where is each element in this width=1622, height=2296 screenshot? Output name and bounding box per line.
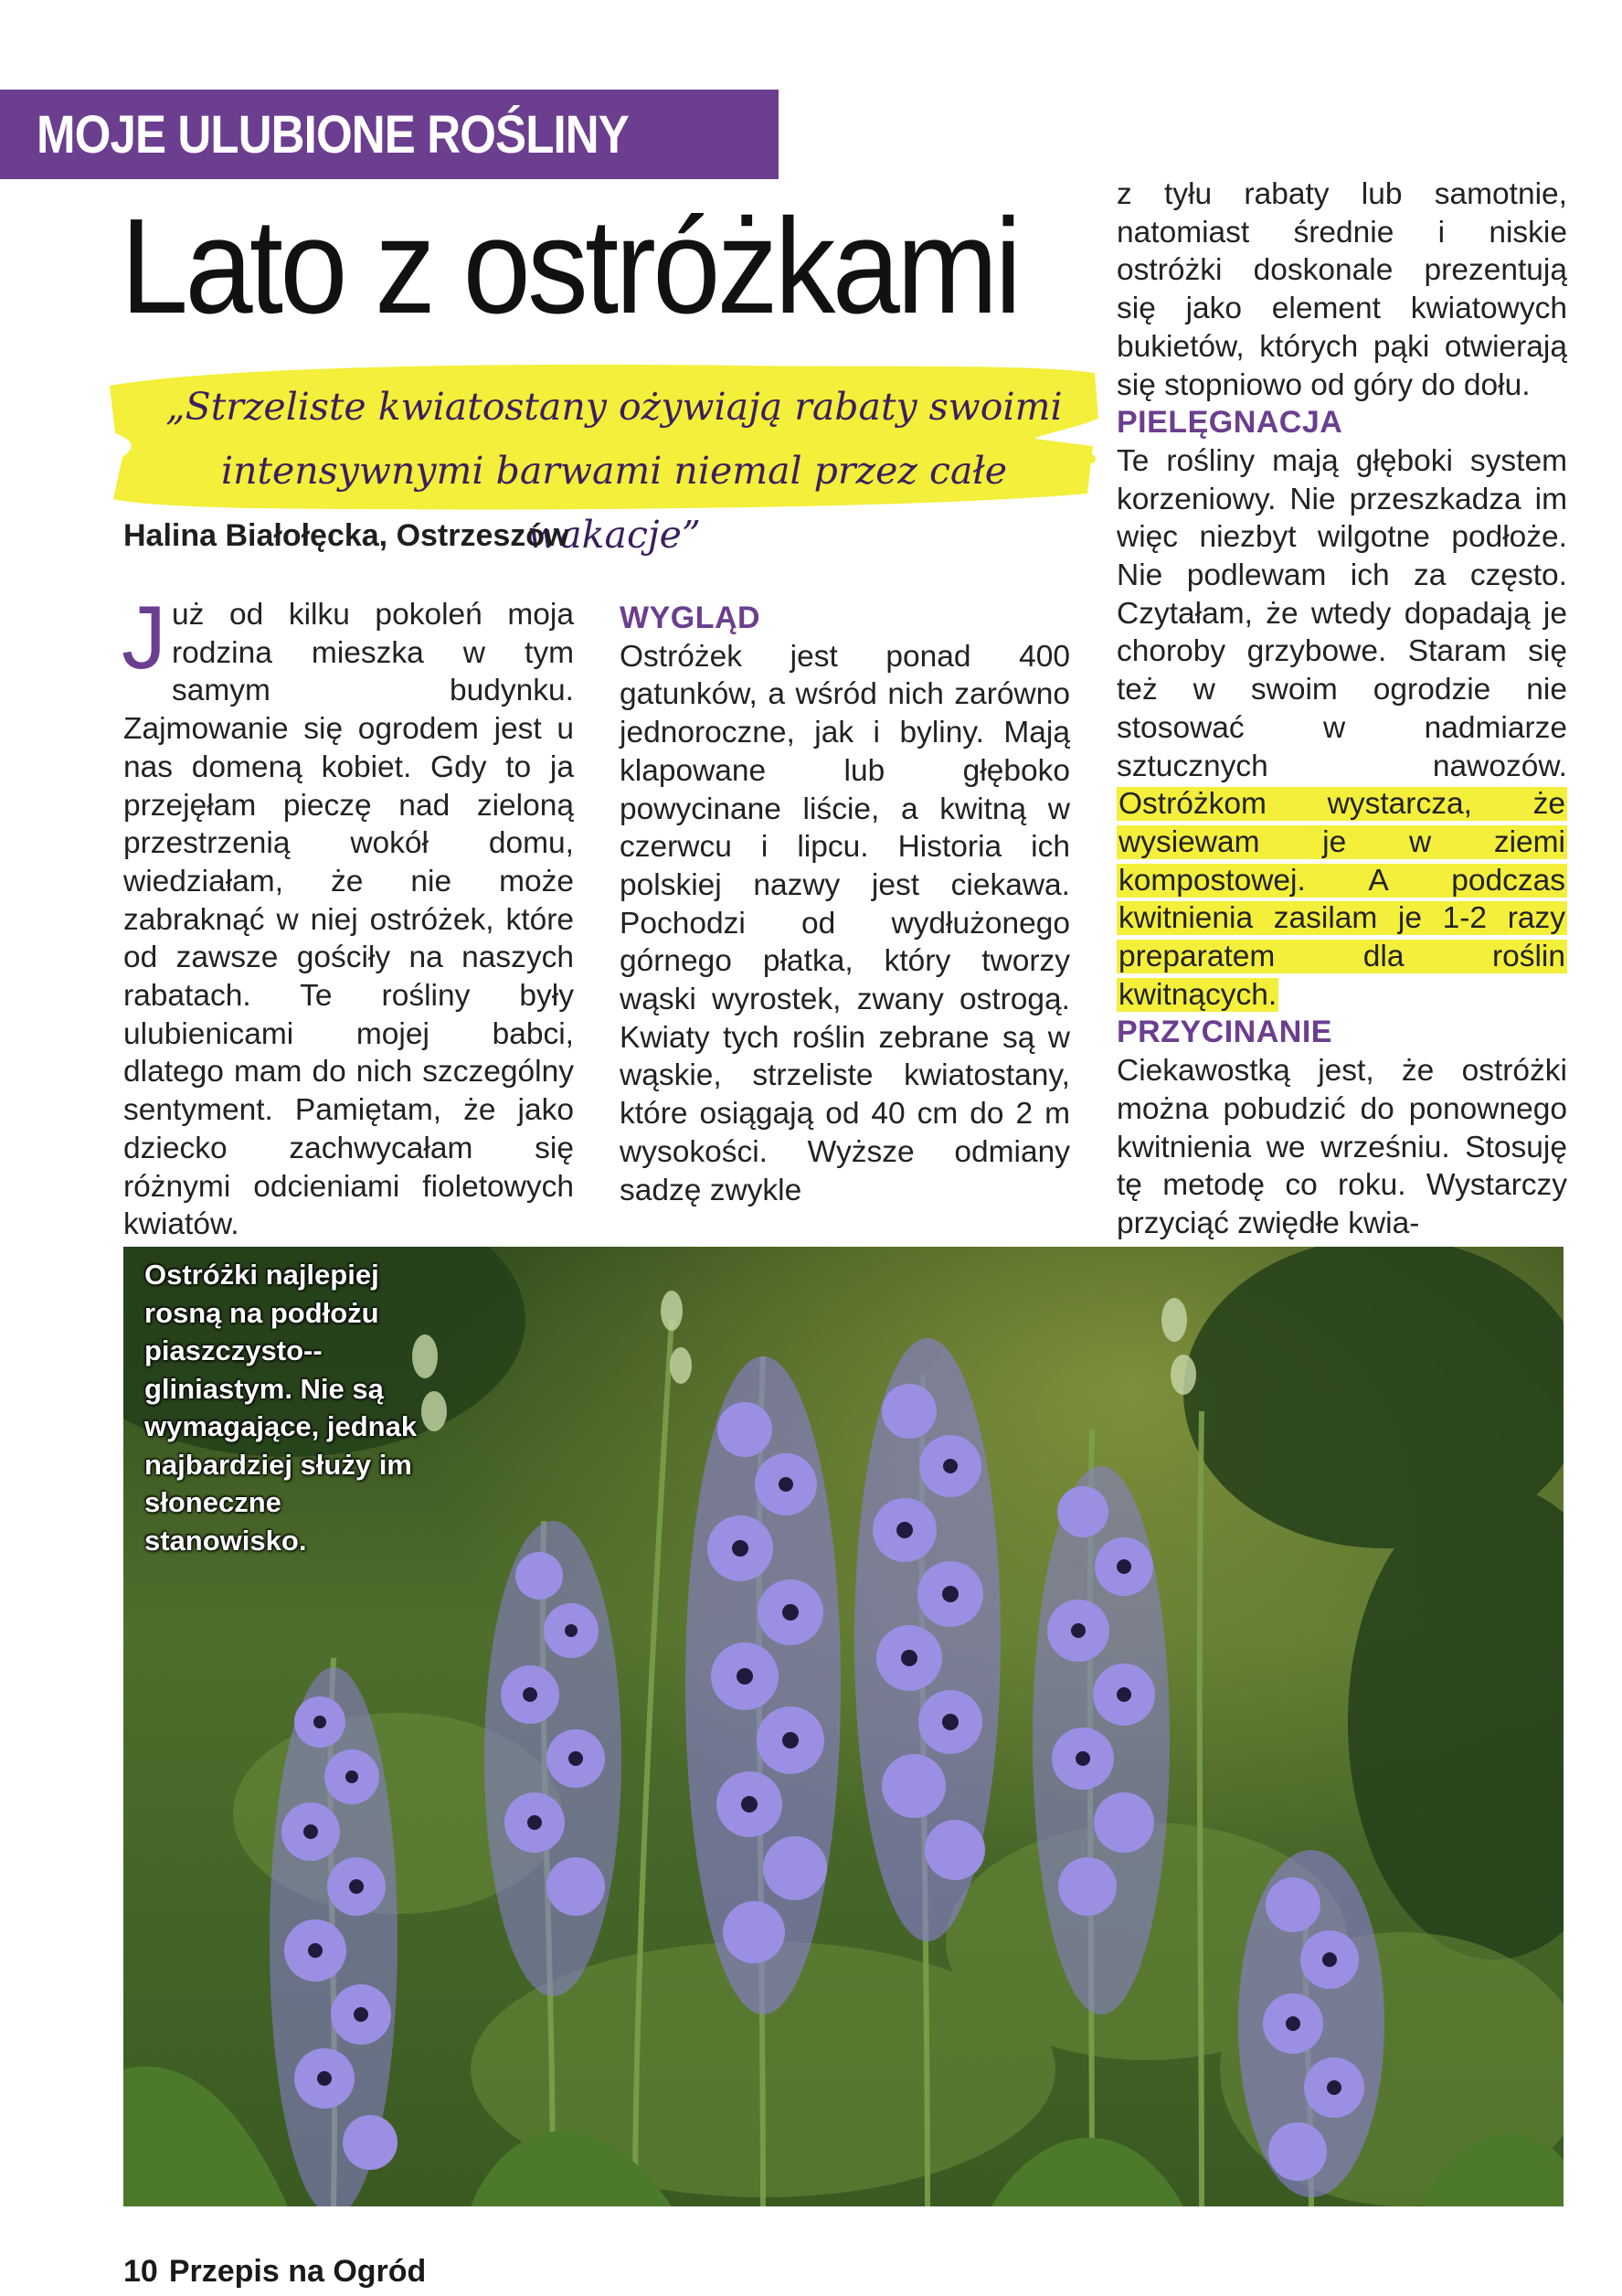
pielegnacja-paragraph bbox=[1117, 442, 1567, 1015]
photo-caption: Ostróżki najlepiej rosną na podłożu piaszczysto--gliniastym. Nie są wymagające, jednak najbardziej służy im słoneczne stanowisko. bbox=[144, 1259, 418, 1557]
section-banner bbox=[0, 90, 779, 179]
highlighted-tip: Ostróżkom wystarcza, że wysiewam je w ziemi kompostowej. A podczas kwitnienia zasilam je 1-2 razy preparatem dla roślin kwitnących. bbox=[1118, 787, 1565, 1012]
col3-continuation-paragraph: z tyłu rabaty lub samotnie, natomiast średnie i niskie ostróżki doskonale prezentują się jako element kwiatowych bukietów, których pąki otwierają się stopniowo od góry do dołu. bbox=[1117, 177, 1567, 402]
drop-cap: J bbox=[122, 587, 166, 687]
article-column-3 bbox=[1117, 175, 1567, 1243]
page-number: 10 bbox=[123, 2254, 158, 2289]
intro-paragraph bbox=[122, 587, 574, 1244]
magazine-name: Przepis na Ogród bbox=[168, 2254, 427, 2289]
przycinanie-paragraph: Ciekawostką jest, że ostróżki można pobudzić do ponownego kwitnienia we wrześniu. Stosuję tę metodę co roku. Wystarczy przyciąć zwiędłe kwia- bbox=[1117, 1054, 1567, 1240]
wyglad-paragraph: Ostróżek jest ponad 400 gatunków, a wśród nich zarówno jednoroczne, jak i byliny. Mają klapowane lub głęboko powycinane liście, a kwitną w czerwcu i lipcu. Historia ich polskiej nazwy jest ciekawa. Pochodzi od wydłużonego górnego płatka, który tworzy wąski wyrostek, zwany ostrogą. Kwiaty tych roślin zebrane są w wąskie, strzeliste kwiatostany, które osiągają od 40 cm do 2 m wysokości. Wyższe odmiany sadzę zwykle bbox=[620, 639, 1070, 1207]
pull-quote-line-2: intensywnymi barwami niemal przez całe wakacje” bbox=[221, 449, 1007, 557]
page-footer bbox=[123, 2254, 426, 2290]
heading-wyglad: WYGLĄD bbox=[620, 601, 761, 635]
article-column-2 bbox=[620, 596, 1070, 1209]
heading-pielegnacja: PIELĘGNACJA bbox=[1117, 405, 1343, 441]
article-column-1 bbox=[122, 587, 574, 1244]
author-byline: Halina Białołęcka, Ostrzeszów bbox=[123, 518, 569, 553]
pull-quote-line-1: „Strzeliste kwiatostany ożywiają rabaty swoimi bbox=[165, 385, 1063, 429]
intro-text: uż od kilku pokoleń moja rodzina mieszka w tym samym budynku. Zajmowanie się ogrodem jest u nas domeną kobiet. Gdy to ja przejęłam pieczę nad zieloną przestrzenią wokół domu, wiedziałam, że nie może zabraknąć w niej ostróżek, które od zawsze gościły na naszych rabatach. Te rośliny były ulubienicami mojej babci, dlatego mam do nich szczególny sentyment. Pamiętam, że jako dziecko zachwycałam się różnymi odcieniami fioletowych kwiatów. bbox=[123, 598, 574, 1242]
section-label: MOJE ULUBIONE ROŚLINY bbox=[37, 104, 629, 165]
pielegnacja-text: Te rośliny mają głęboki system korzeniowy. Nie przeszkadza im więc niezbyt wilgotne podłoże. Nie podlewam ich za często. Czytałam, że wtedy dopadają je choroby grzybowe. Staram się też w swoim ogrodzie nie stosować w nadmiarze sztucznych nawozów. bbox=[1117, 443, 1567, 783]
page-title: Lato z ostróżkami bbox=[121, 191, 1019, 342]
heading-przycinanie: PRZYCINANIE bbox=[1117, 1015, 1332, 1050]
